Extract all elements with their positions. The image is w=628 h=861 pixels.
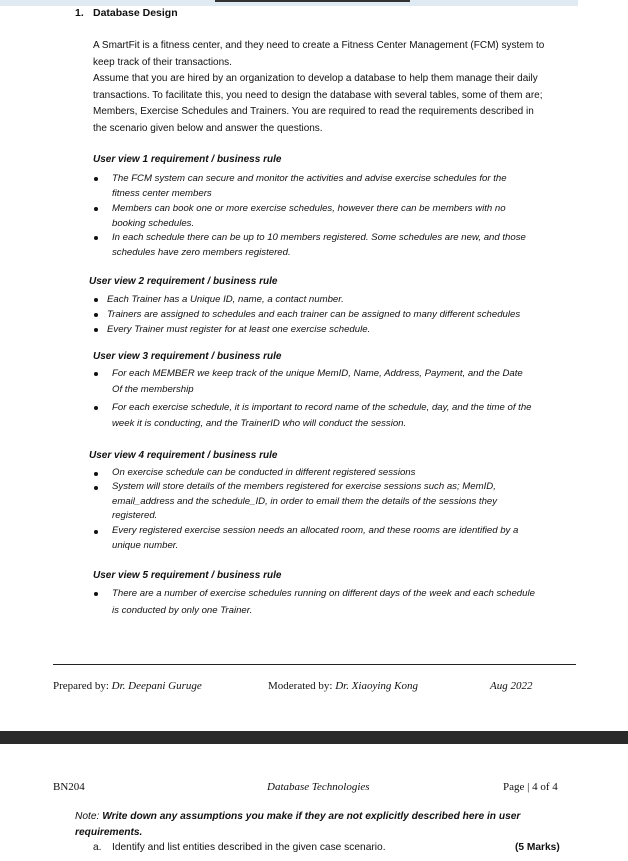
intro-line: the scenario given below and answer the questions.	[93, 122, 323, 134]
intro-paragraph-2	[93, 71, 578, 137]
intro-line: transactions. To facilitate this, you need to design the database with several tables, some of them are;	[93, 89, 543, 101]
bullet-line: Every registered exercise session needs an allocated room, and these rooms are identified by a	[112, 525, 519, 536]
bullet-line: Trainers are assigned to schedules and each trainer can be assigned to many different schedules	[107, 309, 521, 320]
bullet-line: email_address and the schedule_ID, in order to email them the details of the sessions they	[112, 495, 498, 507]
note-emphasis: Write down any assumptions you make if they are not explicitly described here in user	[102, 811, 521, 822]
user-view-1-bullet-1	[112, 171, 572, 201]
bullet-line: week it is conducting, and the TrainerID who will conduct the session.	[112, 418, 407, 429]
bullet-dot	[94, 298, 98, 302]
assumptions-note	[75, 809, 545, 841]
bullet-dot	[94, 372, 98, 376]
bullet-line: Every Trainer must register for at least one exercise schedule.	[107, 324, 371, 335]
bullet-line: For each MEMBER we keep track of the unique MemID, Name, Address, Payment, and the Date	[112, 368, 523, 379]
date-text: Aug 2022	[490, 680, 533, 692]
bullet-line: Each Trainer has a Unique ID, name, a contact number.	[107, 294, 344, 305]
user-view-3-title: User view 3 requirement / business rule	[93, 351, 282, 362]
page-number: Page | 4 of 4	[503, 781, 558, 793]
note-line	[75, 825, 545, 841]
footer-prepared-by	[53, 680, 202, 692]
bullet-line: registered.	[112, 510, 158, 521]
user-view-4-bullet-2	[112, 480, 578, 524]
bullet-dot	[94, 236, 98, 240]
note-line: Note: Write down any assumptions you make if they are not explicitly described here in user	[75, 811, 521, 822]
bullet-line: The FCM system can secure and monitor the activities and advise exercise schedules for the	[112, 173, 507, 184]
bullet-dot	[94, 592, 98, 596]
user-view-5-title: User view 5 requirement / business rule	[93, 570, 282, 581]
question-marks: (5 Marks)	[515, 842, 560, 853]
top-rule	[215, 0, 410, 2]
bullet-line: is conducted by only one Trainer.	[112, 605, 253, 616]
bullet-line: There are a number of exercise schedules running on different days of the week and each schedule	[112, 588, 535, 599]
user-view-2-title: User view 2 requirement / business rule	[89, 276, 278, 287]
user-view-1-bullet-3	[112, 230, 572, 260]
user-view-2-bullet-2	[107, 307, 577, 322]
bullet-dot	[94, 313, 98, 317]
intro-paragraph-1	[93, 38, 578, 71]
intro-line: keep track of their transactions.	[93, 56, 232, 68]
bullet-line: Members can book one or more exercise schedules, however there can be members with no	[112, 203, 506, 214]
bullet-line: System will store details of the members registered for exercise sessions such as; MemID,	[112, 481, 496, 492]
question-text: Identify and list entities described in the given case scenario.	[112, 842, 386, 853]
bullet-line: Of the membership	[112, 384, 194, 395]
bullet-dot	[94, 472, 98, 476]
moderated-name: Dr. Xiaoying Kong	[335, 680, 419, 692]
course-code: BN204	[53, 781, 85, 793]
bullet-dot	[94, 486, 98, 490]
section-number: 1.	[75, 7, 84, 19]
user-view-4-bullet-1	[112, 466, 578, 481]
bullet-line: For each exercise schedule, it is important to record name of the schedule, day, and the time of the	[112, 402, 532, 413]
user-view-5-bullet-1	[112, 585, 578, 619]
bullet-dot	[94, 177, 98, 181]
footer-date	[490, 680, 532, 692]
user-view-4-bullet-3	[112, 524, 578, 553]
bullet-line: booking schedules.	[112, 218, 195, 229]
intro-line: Assume that you are hired by an organization to develop a database to help them manage their daily	[93, 73, 538, 84]
footer-moderated-by	[268, 680, 418, 692]
user-view-2-bullet-1	[107, 292, 577, 307]
bullet-line: In each schedule there can be up to 10 members registered. Some schedules are new, and those	[112, 232, 526, 243]
page-break-band	[0, 731, 628, 744]
user-view-4-title: User view 4 requirement / business rule	[89, 450, 278, 461]
user-view-3-bullet-2	[112, 400, 578, 432]
user-view-1-bullet-2	[112, 201, 572, 231]
bullet-dot	[94, 328, 98, 332]
footer-separator	[53, 664, 576, 665]
moderated-label: Moderated by:	[268, 680, 336, 692]
bullet-line: unique number.	[112, 539, 179, 551]
bullet-line: fitness center members	[112, 188, 212, 199]
bullet-dot	[94, 207, 98, 211]
user-view-2-bullet-3	[107, 322, 577, 337]
user-view-1-title: User view 1 requirement / business rule	[93, 154, 282, 165]
bullet-line: On exercise schedule can be conducted in different registered sessions	[112, 467, 416, 478]
note-line-2-text: requirements.	[75, 827, 143, 838]
intro-line: A SmartFit is a fitness center, and they need to create a Fitness Center Management (FCM) system to	[93, 40, 545, 51]
bullet-dot	[94, 530, 98, 534]
prepared-label: Prepared by:	[53, 680, 112, 692]
intro-line: Members, Exercise Schedules and Trainers. You are required to read the requirements described in	[93, 106, 534, 117]
section-heading: Database Design	[93, 7, 178, 19]
prepared-name: Dr. Deepani Guruge	[111, 680, 202, 692]
bullet-dot	[94, 406, 98, 410]
bullet-line: schedules have zero members registered.	[112, 247, 291, 258]
user-view-3-bullet-1	[112, 366, 578, 398]
course-name: Database Technologies	[267, 781, 370, 793]
section-title	[75, 7, 178, 19]
question-letter: a.	[93, 842, 102, 853]
